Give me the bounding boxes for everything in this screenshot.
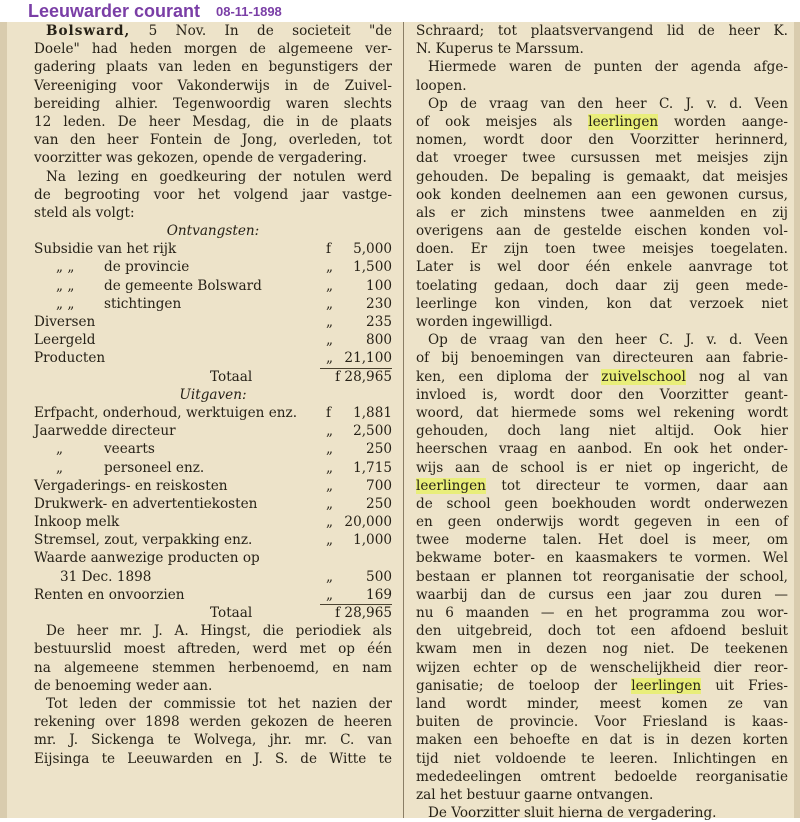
text-line: voorzitter was gekozen, opende de vergadering. [34,150,367,167]
row-amount: 20,000 [344,514,392,531]
text-line: Eijsinga te Leeuwarden en J. S. de Witte te [34,750,392,767]
row-label: personeel enz. [104,459,205,476]
text-line: Op de vraag van den heer C. J. v. d. Veen [428,332,788,349]
text-line: doen. Er zijn toen twee meisjes toegelaten. [416,241,788,258]
text-line: na algemeene stemmen herbenoemd, en nam [34,659,392,676]
text-line: Bolsward, 5 Nov. In de societeit "de [46,23,392,39]
currency-mark: „ [326,295,334,312]
ditto-mark: „ „ [56,295,75,312]
text-line: worden ingewilligd. [416,314,553,330]
text-line: Vereeniging voor Vakonderwijs in de Zuivel- [34,77,392,94]
text-line: steld als volgt: [34,204,135,221]
column-divider [403,22,404,818]
row-amount: 100 [366,277,392,294]
text-line: land wordt minder, meest komen ze van [416,695,788,712]
text-line: Hiermede waren de punten der agenda afge- [428,59,788,76]
row-amount: 1,881 [353,404,392,421]
income-row [34,349,392,367]
row-amount: 5,000 [353,241,392,258]
text-line: ken, een diploma der zuivelschool nog al van [416,368,788,385]
text-line: tijd niet voldoende te leeren. Inlichtingen en [416,750,788,767]
text-line: of ook meisjes als leerlingen worden aange- [416,113,789,130]
text-line: N. Kuperus te Marssum. [416,41,584,58]
text-line: gehouden. De bepaling is gemaakt, dat meisjes [416,168,788,185]
income-total-row [34,368,392,386]
text-line: bereiding alhier. Tegenwoordig waren slechts [34,95,392,112]
expenses-row [34,459,392,477]
currency-mark: „ [326,423,334,440]
row-label: Subsidie van het rijk [34,241,177,258]
income-row [34,295,392,313]
total-value: f 28,965 [335,368,392,385]
highlighted-term: leerlingen [631,677,702,694]
income-row [34,313,392,331]
total-label: Totaal [210,605,253,621]
text-line: Schraard; tot plaatsvervangend lid de heer K. [416,23,788,39]
income-row [34,277,392,295]
expenses-row [34,440,392,458]
scan-right-edge [794,22,800,818]
income-heading: Ontvangsten: [166,223,260,240]
row-label: Renten en onvoorzien [34,586,185,603]
row-amount: 169 [366,586,392,603]
text-line: zal het bestuur gaarne ontvangen. [416,786,654,803]
row-label: Vergaderings- en reiskosten [34,477,228,494]
currency-mark: „ [326,259,334,276]
expenses-heading: Uitgaven: [179,386,247,403]
text-line: gehouden, doch lang niet altijd. Ook hier [416,423,788,440]
text-line: ook konden deelnemen aan een gewonen cursus, [416,186,788,203]
expenses-total-row [34,604,392,622]
publication-date: 08-11-1898 [216,4,282,19]
page-header [0,0,800,22]
row-label: Drukwerk- en advertentiekosten [34,495,258,512]
row-amount: 700 [366,477,392,494]
ditto-mark: „ [56,459,64,476]
text-line: De Voorzitter sluit hierna de vergadering. [428,805,717,822]
expenses-row [34,404,392,422]
row-amount: 21,100 [344,350,392,367]
scan-left-edge [0,22,7,818]
row-amount: 250 [366,495,392,512]
text-line: van den heer Fontein de Jong, overleden, tot [34,132,392,149]
row-label: Leergeld [34,332,96,349]
income-row [34,258,392,276]
text-line: waarbij dan de cursus een jaar zou duren — [416,586,788,603]
currency-mark: „ [326,586,334,603]
row-amount: 800 [366,332,392,349]
text-line: bestuurslid moest aftreden, werd met op één [34,641,392,658]
total-value: f 28,965 [335,605,392,621]
text-line: toelating gedaan, doch daar zij geen mede- [416,277,788,294]
row-label: veearts [104,441,155,458]
row-label: Waarde aanwezige producten op [34,550,260,567]
income-row [34,240,392,258]
text-line: Na lezing en goedkeuring der notulen werd [46,168,392,185]
expenses-row [34,477,392,495]
currency-mark: f [326,404,332,421]
text-line: maken een behoefte en dat is in dezen korten [416,732,788,749]
text-line: woord, dat hiermede soms wel rekening wordt [416,404,788,421]
row-label: Erfpacht, onderhoud, werktuigen enz. [34,404,298,421]
currency-mark: „ [326,277,334,294]
expenses-row [34,586,392,604]
text-line: loopen. [416,77,467,94]
row-amount: 230 [366,295,392,312]
text-line: mededeelingen omtrent bedoelde reorganisatie [416,768,788,785]
row-label: Inkoop melk [34,514,120,531]
row-label: Jaarwedde directeur [34,423,176,440]
newspaper-title[interactable]: Leeuwarder courant [28,1,201,21]
text-line: bestaan er plannen tot reorganisatie der school, [416,568,788,585]
text-line: de school geen boekhouden wordt onderwezen [416,495,788,512]
place-name: Bolsward, [46,23,131,39]
text-line: De heer mr. J. A. Hingst, die periodiek als [46,623,392,640]
row-amount: 250 [366,441,392,458]
text-line: mr. J. Sickenga te Wolvega, jhr. mr. C. van [34,732,392,749]
highlighted-term: zuivelschool [601,368,686,385]
row-label: de gemeente Bolsward [104,277,262,294]
text-line: buiten de provincie. Voor Friesland is kaas- [416,714,788,731]
text-line: rekening over 1898 werden gekozen de heeren [34,714,392,731]
text-line: de begrooting voor het volgend jaar vastge- [34,186,392,203]
text-line: invloed is, wordt door den Voorzitter geant- [416,386,788,403]
total-label: Totaal [210,368,253,385]
currency-mark: „ [326,514,334,531]
currency-mark: „ [326,332,334,349]
currency-mark: „ [326,477,334,494]
expenses-row [34,549,392,567]
left-column [34,22,392,768]
row-label: Diversen [34,314,96,330]
expenses-row [34,513,392,531]
row-label: stichtingen [104,295,182,312]
expenses-row [34,495,392,513]
text-line: Tot leden der commissie tot het nazien der [46,695,392,712]
text-line: twee moderne talen. Het doel is meer, om [416,532,788,549]
text-line: als er zich minstens twee aanmelden en zij [416,204,788,221]
text-line: de benoeming weder aan. [34,677,213,694]
currency-mark: „ [326,459,334,476]
text-line: heerschen vraag en aanbod. En ook het onder- [416,441,788,458]
newspaper-clipping [0,22,800,822]
text-line: Op de vraag van den heer C. J. v. d. Veen [428,95,788,112]
text-line: bekwame boter- en kaasmakers te vormen. Wel [416,550,788,567]
currency-mark: „ [326,532,334,549]
ditto-mark: „ „ [56,259,75,276]
currency-mark: f [326,241,332,258]
currency-mark: „ [326,495,334,512]
row-amount: 1,500 [353,259,392,276]
ditto-mark: „ [56,441,64,458]
text-line: overigens aan de gestelde eischen konden vol- [416,223,788,240]
text-line: wijzen echter op de wenschelijkheid dier reor- [416,659,788,676]
text-line: leerlingen tot directeur te vormen, daar aan [416,477,788,494]
text-line: Doele" had heden morgen de algemeene ver- [34,41,392,58]
text-line: 12 leden. De heer Mesdag, die in de plaats [34,113,392,130]
ditto-mark: „ „ [56,277,75,294]
currency-mark: „ [326,350,334,367]
expenses-row [34,422,392,440]
text-line: ganisatie; de toeloop der leerlingen uit Fries- [416,677,789,694]
text-line: kwam men in dezen nog niet. De teekenen [416,641,788,658]
row-label: Producten [34,350,106,367]
currency-mark: „ [326,314,334,330]
row-label: de provincie [104,259,190,276]
row-amount: 235 [366,314,392,330]
text-line: nomen, wordt door den Voorzitter herinnerd, [416,132,788,149]
row-label: 31 Dec. 1898 [60,568,152,585]
text-line: en geen onderwijs wordt gegeven in een of [416,514,788,531]
row-amount: 1,715 [353,459,392,476]
highlighted-term: leerlingen [416,477,486,494]
row-amount: 2,500 [353,423,392,440]
text-line: wijs aan de school is er niet op ingericht, de [416,459,788,476]
highlighted-term: leerlingen [588,113,659,130]
row-amount: 1,000 [353,532,392,549]
currency-mark: „ [326,441,334,458]
row-label: Stremsel, zout, verpakking enz. [34,532,253,549]
row-amount: 500 [366,568,392,585]
text-line: leerlinge kon vinden, kon dat verzoek niet [416,295,788,312]
text-line: den uitgebreid, doch tot een afdoend besluit [416,623,788,640]
text-line: gadering plaats van leden en begunstigers der [34,59,392,76]
right-column [416,22,788,822]
currency-mark: „ [326,568,334,585]
expenses-row [34,531,392,549]
text-line: Later is wel door één enkele aanvrage tot [416,259,788,276]
expenses-row [34,568,392,586]
income-row [34,331,392,349]
text-line: of bij benoemingen van directeuren aan fabrie- [416,350,788,367]
text-line: nu 6 maanden — en het programma zou wor- [416,605,788,621]
text-line: dat vroeger twee cursussen met meisjes zijn [416,150,788,167]
